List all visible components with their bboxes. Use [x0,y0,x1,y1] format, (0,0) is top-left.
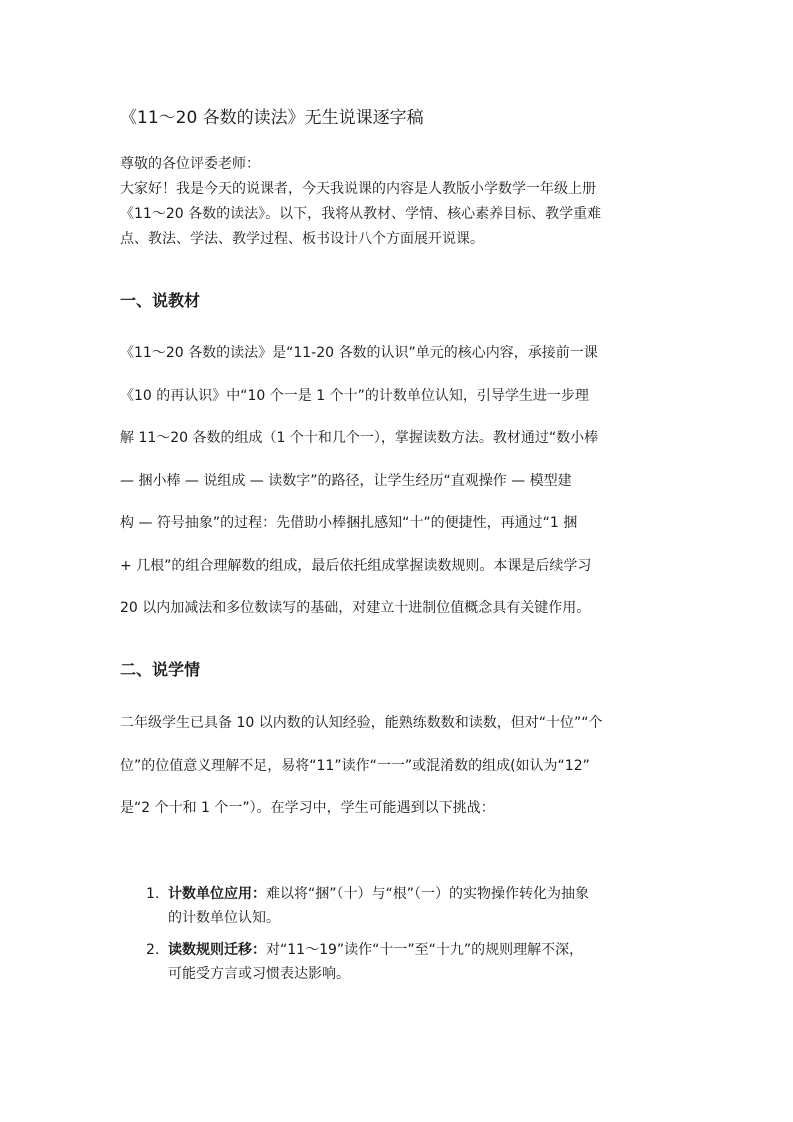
paragraph-line: 位”的位值意义理解不足，易将“11”读作“一一”或混淆数的组成(如认为“12” [120,757,590,774]
section-heading-textbook: 一、说教材 [120,291,201,310]
list-item [120,938,680,986]
paragraph-line: 《11～20 各数的读法》是“11-20 各数的认识”单元的核心内容，承接前一课 [120,345,598,361]
list-item [120,882,680,930]
paragraph-line: 20 以内加减法和多位数读写的基础，对建立十进制位值概念具有关键作用。 [120,600,591,616]
list-number: 1. [146,886,160,902]
list-item-text: 对“11～19”读作“十一”至“十九”的规则理解不深， [266,942,584,958]
intro-line: 点、教法、学法、教学过程、板书设计八个方面展开说课。 [120,231,484,247]
list-item-continuation: 可能受方言或习惯表达影响。 [168,966,350,982]
intro-line: 《11～20 各数的读法》。以下，我将从教材、学情、核心素养目标、教学重难 [120,206,602,222]
challenge-list [120,882,680,994]
paragraph-line: 解 11～20 各数的组成（1 个十和几个一），掌握读数方法。教材通过“数小棒 [120,430,599,446]
paragraph-line: 《10 的再认识》中“10 个一是 1 个十”的计数单位认知，引导学生进一步理 [120,387,589,404]
paragraph-line: — 捆小棒 — 说组成 — 读数字”的路径，让学生经历“直观操作 — 模型建 [120,472,572,489]
section-heading-students: 二、说学情 [120,660,201,679]
section-paragraph-students [120,713,680,841]
list-number: 2. [146,942,160,958]
list-item-continuation: 的计数单位认知。 [168,910,280,926]
list-item-line [168,882,680,906]
salutation: 尊敬的各位评委老师： [120,156,260,172]
intro-line: 大家好！我是今天的说课者，今天我说课的内容是人教版小学数学一年级上册 [120,181,596,197]
paragraph-line: 二年级学生已具备 10 以内数的认知经验，能熟练数数和读数，但对“十位”“个 [120,715,603,731]
intro-paragraph [120,177,680,252]
paragraph-line: 是“2 个十和 1 个一”）。在学习中，学生可能遇到以下挑战： [120,800,495,816]
list-item-line [168,938,680,962]
list-item-text: 难以将“捆”（十）与“根”（一）的实物操作转化为抽象 [266,886,590,902]
section-paragraph-textbook [120,343,680,641]
list-item-label: 读数规则迁移： [168,942,266,958]
list-item-label: 计数单位应用： [168,886,266,902]
paragraph-line: + 几根”的组合理解数的组成，最后依托组成掌握读数规则。本课是后续学习 [120,557,592,574]
document-title: 《11～20 各数的读法》无生说课逐字稿 [120,108,424,128]
paragraph-line: 构 — 符号抽象”的过程：先借助小棒捆扎感知“十”的便捷性，再通过“1 捆 [120,515,578,531]
